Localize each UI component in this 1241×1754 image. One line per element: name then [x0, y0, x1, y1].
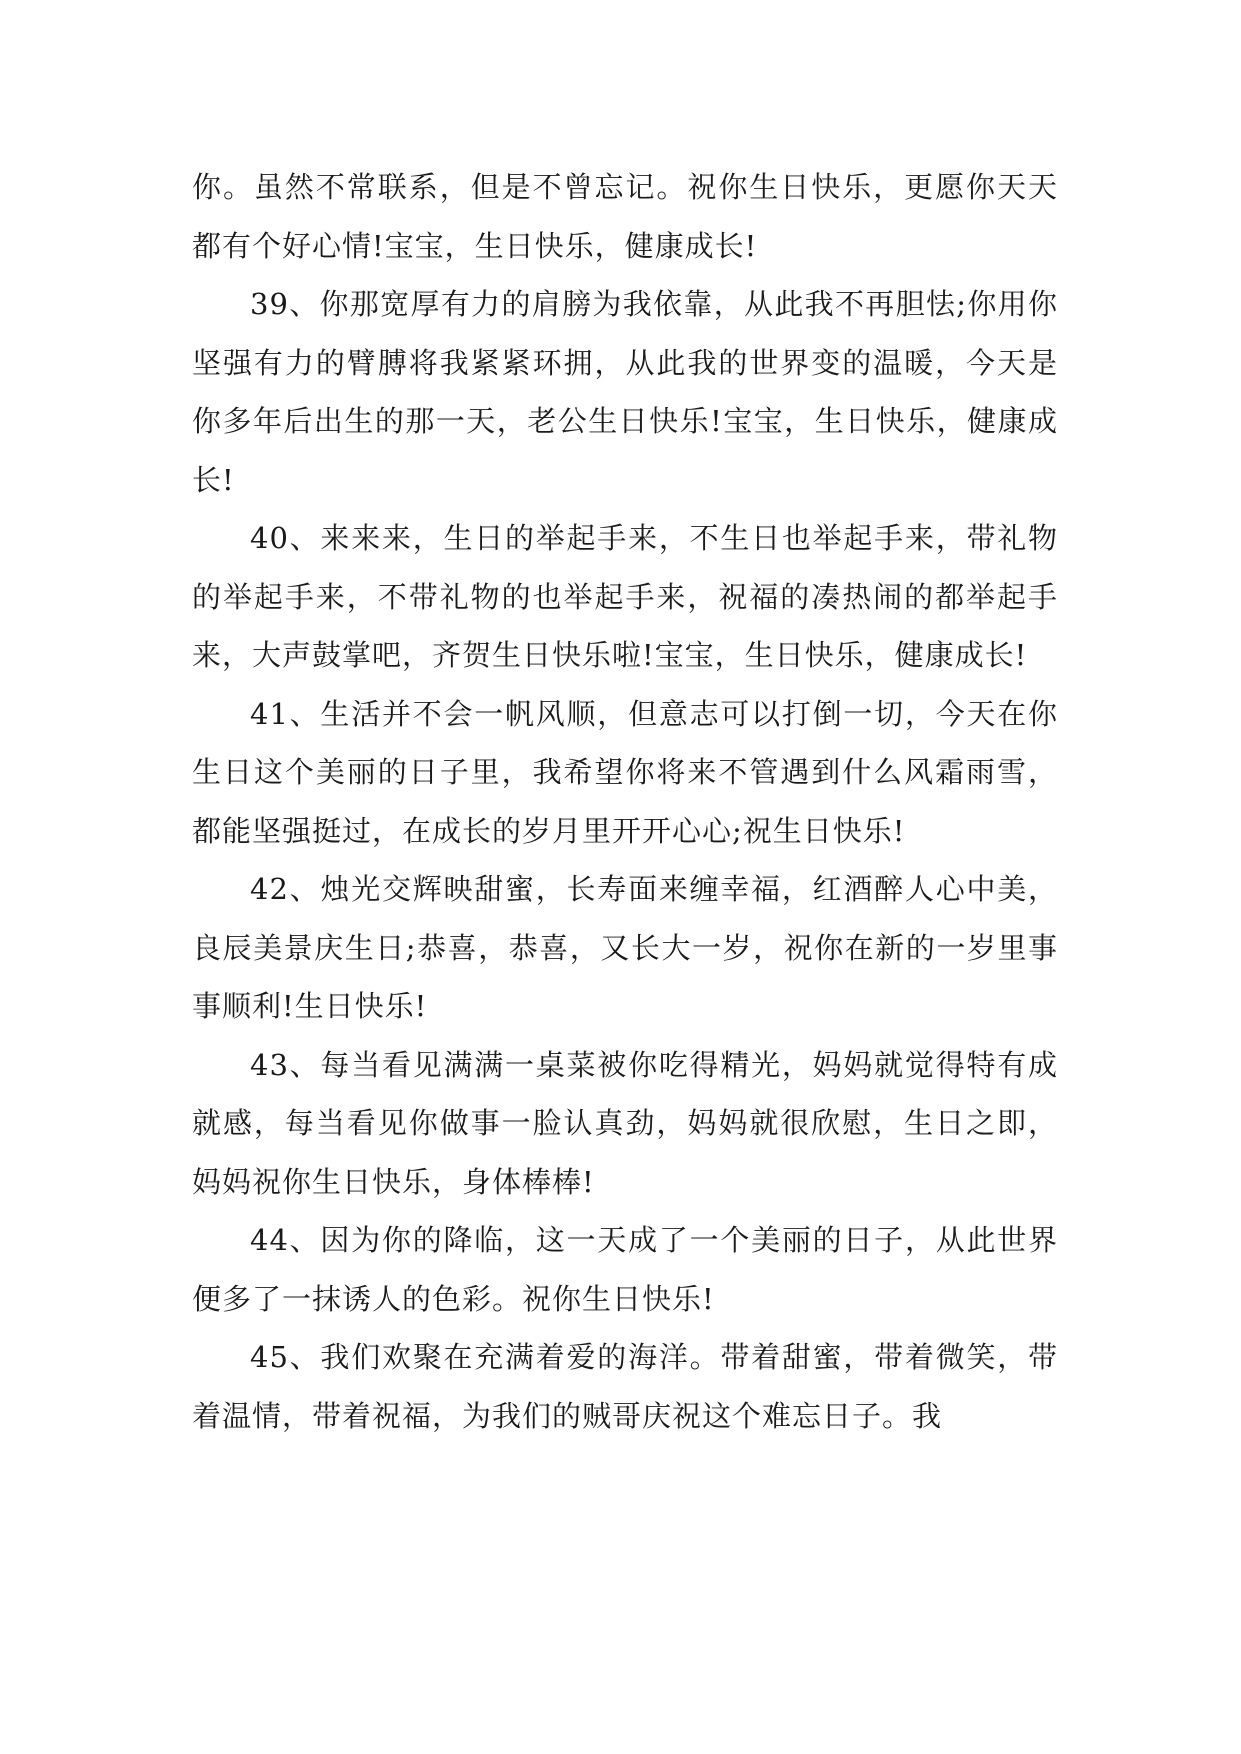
paragraph-39: 39、你那宽厚有力的肩膀为我依靠，从此我不再胆怯;你用你坚强有力的臂膊将我紧紧环拥，从此我的世界变的温暖，今天是你多年后出生的那一天，老公生日快乐!宝宝，生日快乐，健康成长! — [192, 287, 1058, 497]
paragraph-43: 43、每当看见满满一桌菜被你吃得精光，妈妈就觉得特有成就感，每当看见你做事一脸认真劲，妈妈就很欣慰，生日之即，妈妈祝你生日快乐，身体棒棒! — [192, 1047, 1058, 1199]
paragraph-continuation: 你。虽然不常联系，但是不曾忘记。祝你生日快乐，更愿你天天都有个好心情!宝宝，生日快乐，健康成长! — [192, 170, 1058, 263]
paragraph-40: 40、来来来，生日的举起手来，不生日也举起手来，带礼物的举起手来，不带礼物的也举起手来，祝福的凑热闹的都举起手来，大声鼓掌吧，齐贺生日快乐啦!宝宝，生日快乐，健康成长! — [192, 521, 1058, 672]
paragraph-42: 42、烛光交辉映甜蜜，长寿面来缠幸福，红酒醉人心中美，良辰美景庆生日;恭喜，恭喜，又长大一岁，祝你在新的一岁里事事顺利!生日快乐! — [192, 872, 1058, 1023]
paragraph-45: 45、我们欢聚在充满着爱的海洋。带着甜蜜，带着微笑，带着温情，带着祝福，为我们的贼哥庆祝这个难忘日子。我 — [192, 1340, 1058, 1433]
paragraph-44: 44、因为你的降临，这一天成了一个美丽的日子，从此世界便多了一抹诱人的色彩。祝你生日快乐! — [192, 1223, 1058, 1316]
document-page — [192, 158, 1058, 1445]
paragraph-41: 41、生活并不会一帆风顺，但意志可以打倒一切，今天在你生日这个美丽的日子里，我希望你将来不管遇到什么风霜雨雪，都能坚强挺过，在成长的岁月里开开心心;祝生日快乐! — [192, 696, 1058, 848]
